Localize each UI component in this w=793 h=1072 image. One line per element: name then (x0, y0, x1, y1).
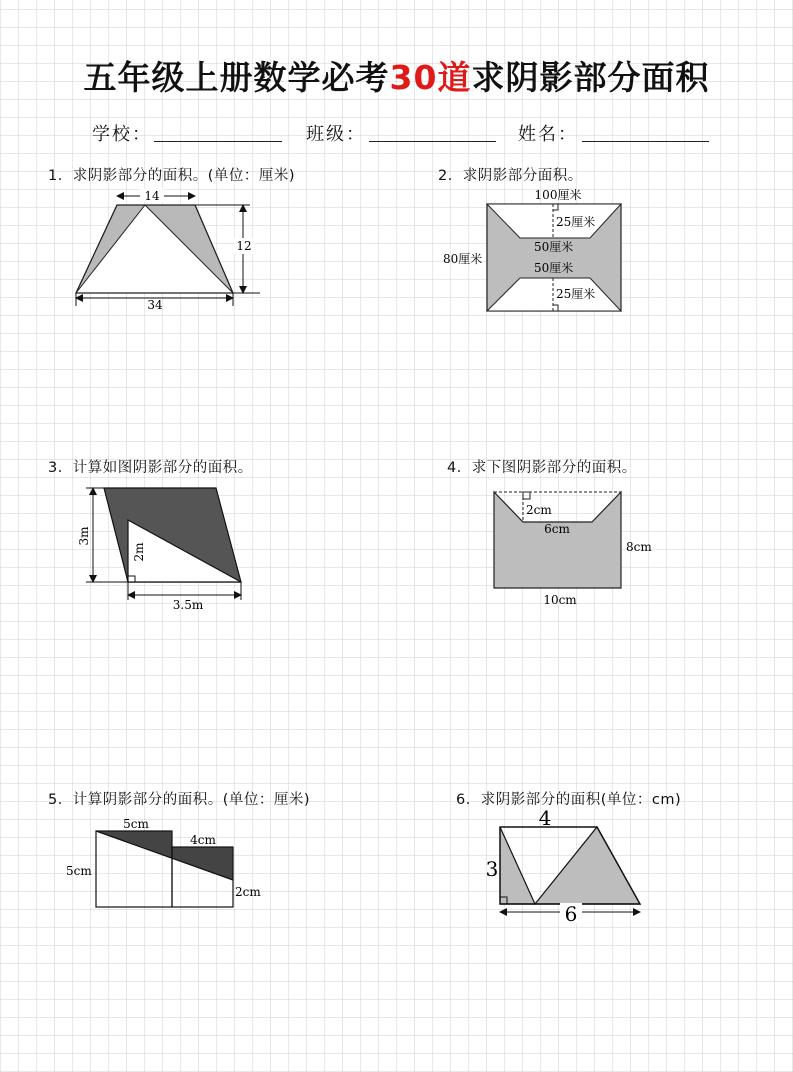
q5-left-label: 5cm (66, 864, 92, 878)
question-6-text: 6．求阴影部分的面积(单位：cm) (456, 792, 682, 808)
q1-bottom-label: 34 (147, 298, 163, 312)
title-text-before: 五年级上册数学必考 (83, 58, 390, 97)
question-5-figure (62, 812, 267, 917)
question-1-text: 1．求阴影部分的面积。(单位：厘米) (48, 168, 296, 184)
q3-inner-label: 2m (132, 542, 146, 562)
school-label: 学校： (92, 124, 152, 145)
q2-width-label: 100厘米 (534, 188, 582, 202)
question-4-figure (485, 485, 655, 610)
q6-left-label: 3 (485, 857, 499, 881)
q2-label-c: 50厘米 (534, 261, 574, 275)
q4-notch-label: 2cm (526, 503, 552, 517)
q2-label-a: 25厘米 (556, 215, 596, 229)
q6-bottom-label: 6 (564, 902, 578, 926)
q4-mid-label: 6cm (544, 522, 570, 536)
title-highlight: 30道 (389, 58, 472, 97)
question-1-figure (60, 185, 270, 315)
q1-height-label: 12 (236, 239, 252, 253)
question-6-figure (480, 805, 650, 930)
title-text-after: 求阴影部分面积 (471, 58, 710, 97)
q1-top-label: 14 (144, 189, 160, 203)
q2-height-label: 80厘米 (443, 252, 483, 266)
q6-top-label: 4 (538, 806, 552, 830)
question-2-text: 2．求阴影部分面积。 (438, 168, 583, 184)
q2-label-b: 50厘米 (534, 240, 574, 254)
question-5-text: 5．计算阴影部分的面积。(单位：厘米) (48, 792, 311, 808)
name-blank[interactable] (582, 141, 709, 142)
class-blank[interactable] (369, 141, 496, 142)
q3-height-label: 3m (77, 526, 91, 546)
question-3-text: 3．计算如图阴影部分的面积。 (48, 460, 253, 476)
q3-base-label: 3.5m (172, 598, 204, 612)
name-label: 姓名： (518, 124, 578, 145)
page-title (0, 52, 793, 99)
question-2-figure (440, 185, 640, 315)
question-3-figure (75, 482, 250, 612)
class-label: 班级： (306, 124, 366, 145)
q5-top2-label: 4cm (190, 833, 216, 847)
q4-width-label: 10cm (543, 593, 577, 607)
school-blank[interactable] (154, 141, 282, 142)
q4-height-label: 8cm (626, 540, 652, 554)
q2-label-d: 25厘米 (556, 287, 596, 301)
q5-right-label: 2cm (235, 885, 261, 899)
q5-top1-label: 5cm (123, 817, 149, 831)
question-4-text: 4．求下图阴影部分的面积。 (447, 460, 637, 476)
